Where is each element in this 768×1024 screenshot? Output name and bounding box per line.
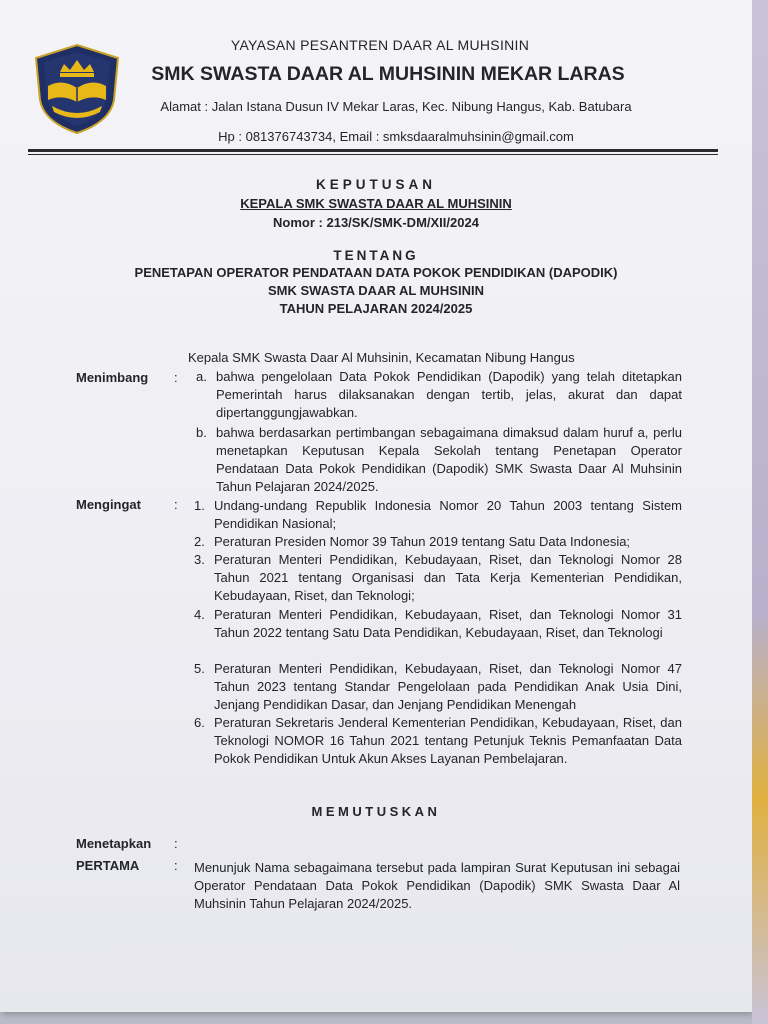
mengingat-item-6 [194, 714, 682, 786]
decree-number: Nomor : 213/SK/SMK-DM/XII/2024 [273, 215, 479, 230]
mengingat-label: Mengingat [76, 497, 141, 512]
menimbang-item-a [196, 368, 682, 422]
item-marker: 1. [194, 498, 205, 513]
pertama-label: PERTAMA [76, 858, 140, 873]
item-text: Peraturan Menteri Pendidikan, Kebudayaan, Riset, dan Teknologi Nomor 31 Tahun 2022 tentang Satu Data Pendidikan, Kebudayaan, Riset, dan Teknologi [214, 607, 682, 640]
menetapkan-label: Menetapkan [76, 836, 152, 851]
item-marker: 4. [194, 607, 205, 622]
school-logo [30, 42, 124, 136]
about-line-1: PENETAPAN OPERATOR PENDATAAN DATA POKOK PENDIDIKAN (DAPODIK) [134, 265, 618, 280]
item-marker: b. [196, 425, 207, 440]
mengingat-item-3 [194, 551, 682, 605]
item-text: Peraturan Sekretaris Jenderal Kementerian Pendidikan, Kebudayaan, Riset, dan Teknologi NOMOR 16 Tahun 2021 tentang Petunjuk Teknis Pemanfaatan Data Pokok Pendidikan Untuk Akun Akses Layanan Pembelajaran. [214, 715, 682, 766]
item-marker: a. [196, 369, 207, 384]
memutuskan-heading: MEMUTUSKAN [311, 804, 441, 819]
menetapkan-colon: : [174, 836, 178, 851]
school-address: Alamat : Jalan Istana Dusun IV Mekar Laras, Kec. Nibung Hangus, Kab. Batubara [160, 99, 632, 114]
decree-issuer: KEPALA SMK SWASTA DAAR AL MUHSININ [240, 196, 512, 211]
item-text: Peraturan Presiden Nomor 39 Tahun 2019 tentang Satu Data Indonesia; [214, 534, 631, 549]
item-text: Peraturan Menteri Pendidikan, Kebudayaan, Riset, dan Teknologi Nomor 47 Tahun 2023 tentang Standar Pengelolaan pada Pendidikan Anak Usia Dini, Jenjang Pendidikan Dasar, dan Jenjang Pendidikan Menengah [214, 661, 682, 712]
school-name: SMK SWASTA DAAR AL MUHSININ MEKAR LARAS [151, 63, 625, 85]
item-text: Undang-undang Republik Indonesia Nomor 20 Tahun 2003 tentang Sistem Pendidikan Nasional; [214, 498, 682, 531]
about-heading: TENTANG [333, 248, 419, 263]
item-marker: 5. [194, 661, 205, 676]
menimbang-colon: : [174, 370, 178, 385]
menimbang-label: Menimbang [76, 370, 149, 385]
decree-intro: Kepala SMK Swasta Daar Al Muhsinin, Kecamatan Nibung Hangus [188, 350, 575, 365]
pertama-colon: : [174, 858, 178, 873]
item-marker: 6. [194, 715, 205, 730]
menimbang-item-b [196, 424, 682, 496]
foundation-name: YAYASAN PESANTREN DAAR AL MUHSININ [230, 37, 530, 53]
mengingat-colon: : [174, 497, 178, 512]
letterhead-divider-thin [28, 154, 718, 155]
about-line-2: SMK SWASTA DAAR AL MUHSININ [268, 283, 484, 298]
letterhead-divider [28, 149, 718, 152]
school-contact: Hp : 081376743734, Email : smksdaaralmuhsinin@gmail.com [218, 129, 574, 144]
mengingat-item-1 [194, 497, 682, 533]
item-marker: 3. [194, 552, 205, 567]
item-text: bahwa berdasarkan pertimbangan sebagaimana dimaksud dalam huruf a, perlu menetapkan Keputusan Kepala Sekolah tentang Penetapan Operator Pendataan Data Pokok Pendidikan (Dapodik) SMK Swasta Daar Al Muhsinin Tahun Pelajaran 2024/2025. [216, 425, 682, 494]
mengingat-item-4 [194, 606, 682, 660]
mengingat-item-5 [194, 660, 682, 714]
decree-title: KEPUTUSAN [315, 177, 436, 192]
pertama-text: Menunjuk Nama sebagaimana tersebut pada lampiran Surat Keputusan ini sebagai Operator Pendataan Data Pokok Pendidikan (Dapodik) SMK Swasta Daar Al Muhsinin Tahun Pelajaran 2024/2025. [194, 860, 680, 911]
background-edge [752, 0, 768, 1024]
item-marker: 2. [194, 534, 205, 549]
mengingat-item-2 [194, 533, 682, 551]
about-line-3: TAHUN PELAJARAN 2024/2025 [279, 301, 473, 316]
item-text: bahwa pengelolaan Data Pokok Pendidikan (Dapodik) yang telah ditetapkan Pemerintah harus dilaksanakan dengan tertib, jelas, akurat dan dapat dipertanggungjawabkan. [216, 369, 682, 420]
item-text: Peraturan Menteri Pendidikan, Kebudayaan, Riset, dan Teknologi Nomor 28 Tahun 2021 tentang Organisasi dan Tata Kerja Kementerian Pendidikan, Kebudayaan, Riset, dan Teknologi; [214, 552, 682, 603]
